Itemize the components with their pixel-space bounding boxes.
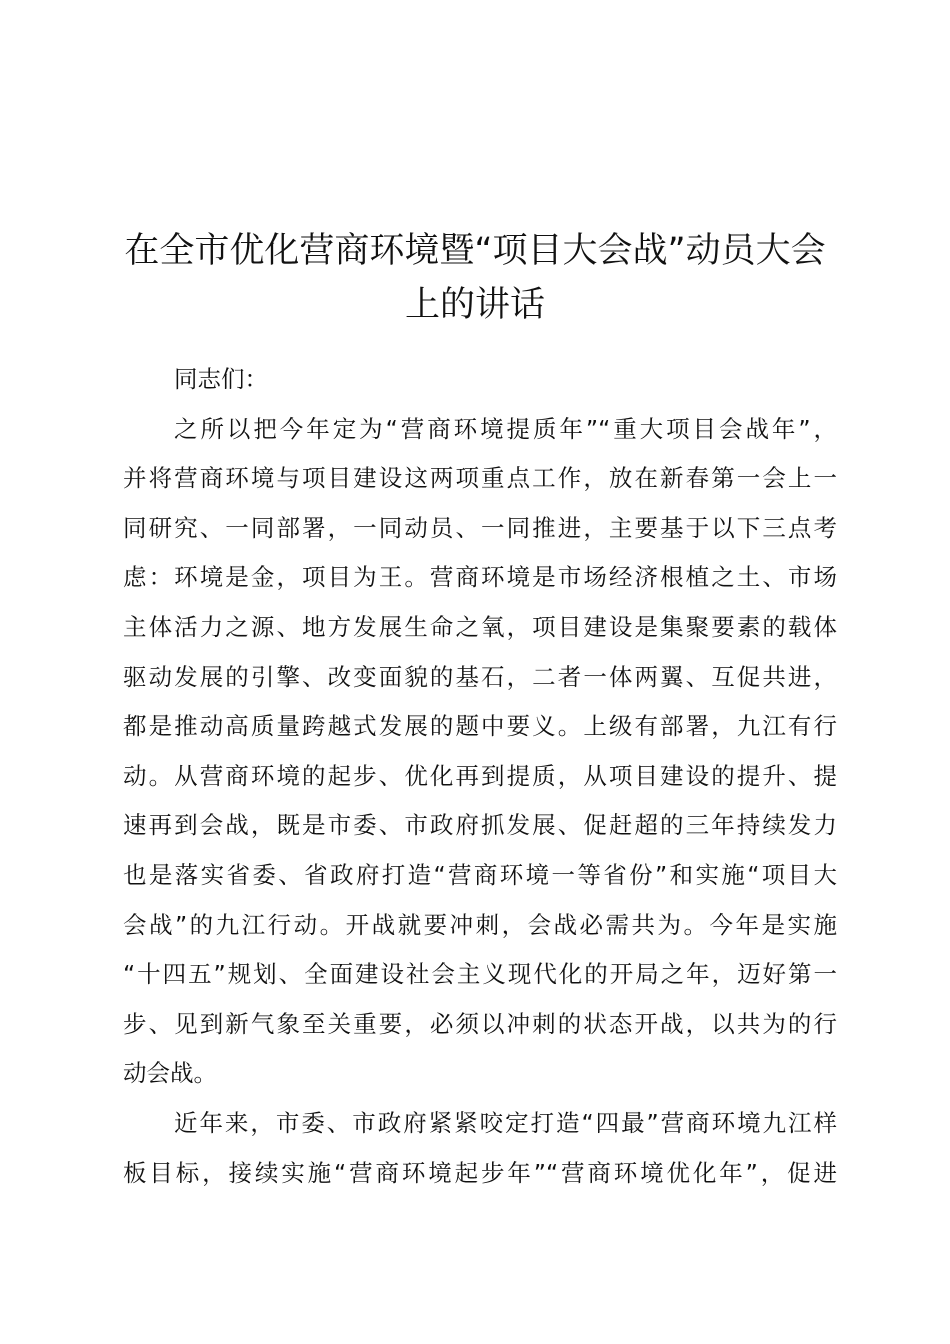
- paragraph-line: 驱动发展的引擎、改变面貌的基石，二者一体两翼、互促共进，: [123, 662, 837, 691]
- paragraph-line: 都是推动高质量跨越式发展的题中要义。上级有部署，九江有行: [123, 712, 837, 741]
- title-line-2: 上的讲话: [404, 285, 545, 325]
- paragraph-line: 同研究、一同部署，一同动员、一同推进，主要基于以下三点考: [123, 513, 837, 542]
- paragraph-line: 动。从营商环境的起步、优化再到提质，从项目建设的提升、提: [123, 761, 837, 790]
- salutation: 同志们：: [174, 365, 268, 393]
- paragraph-line: 之所以把今年定为“营商环境提质年”“重大项目会战年”，: [174, 414, 837, 443]
- paragraph-line: 也是落实省委、省政府打造“营商环境一等省份”和实施“项目大: [123, 860, 837, 889]
- paragraph-line: 主体活力之源、地方发展生命之氧，项目建设是集聚要素的载体: [123, 612, 837, 641]
- paragraph-line: 动会战。: [123, 1059, 217, 1088]
- paragraph-line: 近年来，市委、市政府紧紧咬定打造“四最”营商环境九江样: [174, 1108, 837, 1137]
- paragraph-line: 速再到会战，既是市委、市政府抓发展、促赶超的三年持续发力: [123, 811, 837, 840]
- paragraph-2: [123, 1099, 837, 1198]
- document-title: [100, 224, 850, 332]
- paragraph-line: 步、见到新气象至关重要，必须以冲刺的状态开战，以共为的行: [123, 1009, 837, 1038]
- paragraph-line: 会战”的九江行动。开战就要冲刺，会战必需共为。今年是实施: [123, 910, 837, 939]
- paragraph-line: 板目标，接续实施“营商环境起步年”“营商环境优化年”，促进: [123, 1158, 837, 1187]
- document-body: [123, 355, 837, 1198]
- paragraph-line: 虑：环境是金，项目为王。营商环境是市场经济根植之土、市场: [123, 563, 837, 592]
- paragraph-line: “十四五”规划、全面建设社会主义现代化的开局之年，迈好第一: [123, 960, 837, 989]
- paragraph-1: [123, 405, 837, 1099]
- title-line-1: 在全市优化营商环境暨“项目大会战”动员大会: [124, 231, 826, 271]
- paragraph-line: 并将营商环境与项目建设这两项重点工作，放在新春第一会上一: [123, 464, 837, 493]
